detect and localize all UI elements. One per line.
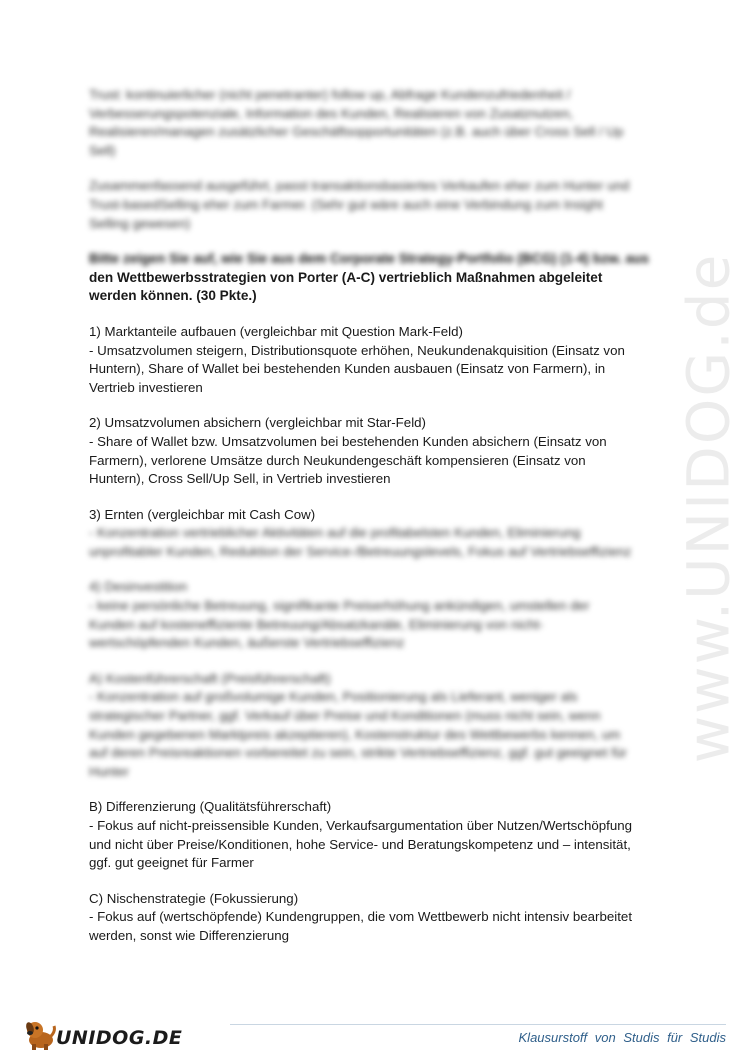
text-line: - Konzentration vertrieblicher Aktivitäten auf die profitabelsten Kunden, Eliminierung	[89, 525, 581, 541]
document-body	[89, 86, 664, 963]
text-line: Selling gewesen)	[89, 215, 191, 231]
text-line: strategischer Partner, ggf. Verkauf über Preise und Konditionen (muss nicht sein, wenn	[89, 708, 601, 724]
question-line-3: werden können. (30 Pkte.)	[89, 288, 257, 304]
text-line: 4) Desinvestition	[89, 579, 188, 595]
question-line-1: Bitte zeigen Sie auf, wie Sie aus dem Corporate Strategy-Portfolio (BCG) (1-4) bzw. aus	[89, 251, 649, 267]
text-line: Realisieren/managen zusätzlicher Geschäftsopportunitäten (z.B. auch über Cross Sell / Up	[89, 124, 624, 140]
text-line: Farmern), verlorene Umsätze durch Neukundengeschäft kompensieren (Einsatz von	[89, 452, 586, 468]
text-line: - keine persönliche Betreuung, signifikante Preiserhöhung ankündigen, umstellen der	[89, 598, 590, 614]
watermark-text: www.UNIDOG.de	[674, 252, 742, 764]
section-3	[89, 506, 664, 562]
text-line: Trust-basedSelling eher zum Farmer. (Sehr gut wäre auch eine Verbindung zum Insight	[89, 196, 603, 212]
text-line: - Umsatzvolumen steigern, Distributionsquote erhöhen, Neukundenakquisition (Einsatz von	[89, 342, 625, 358]
section-2	[89, 414, 664, 488]
dog-icon	[22, 1016, 58, 1052]
text-line: ggf. gut geeignet für Farmer	[89, 855, 254, 871]
text-line: - Fokus auf (wertschöpfende) Kundengruppen, die vom Wettbewerb nicht intensiv bearbeitet	[89, 909, 633, 925]
text-line: Huntern), Cross Sell/Up Sell, in Vertrieb investieren	[89, 471, 391, 487]
text-line: Vertrieb investieren	[89, 379, 203, 395]
section-c	[89, 890, 664, 946]
section-heading: 1) Marktanteile aufbauen (vergleichbar mit Question Mark-Feld)	[89, 323, 463, 339]
section-4	[89, 578, 664, 652]
text-line: Kunden gegebenen Marktpreis akzeptieren), Kostenstruktur des Wettbewerbs kennen, um	[89, 726, 621, 742]
section-b	[89, 798, 664, 872]
text-line: - Share of Wallet bzw. Umsatzvolumen bei bestehenden Kunden absichern (Einsatz von	[89, 433, 607, 449]
text-line: wertschöpfenden Kunden, äußerste Vertriebseffizienz	[89, 635, 405, 651]
question-line-2: den Wettbewerbsstrategien von Porter (A-C) vertrieblich Maßnahmen abgeleitet	[89, 269, 603, 285]
section-a	[89, 670, 664, 782]
text-line: A) Kostenführerschaft (Preisführerschaft)	[89, 670, 331, 686]
text-line: Verbesserungspotenziale, Information des Kunden, Realisieren von Zusatznutzen,	[89, 105, 574, 121]
text-line: Zusammenfassend ausgeführt, passt transaktionsbasiertes Verkaufen eher zum Hunter und	[89, 178, 630, 194]
text-line: - Fokus auf nicht-preissensible Kunden, Verkaufsargumentation über Nutzen/Wertschöpfung	[89, 818, 633, 833]
blurred-paragraph-trust	[89, 86, 664, 160]
text-line: auf deren Preisreaktionen vorbereitet zu sein, strikte Vertriebseffizienz, ggf. gut geeignet für	[89, 745, 627, 761]
unidog-logo[interactable]	[22, 1012, 182, 1052]
footer-tagline: Klausurstoff von Studis für Studis	[518, 1030, 726, 1045]
section-heading: 2) Umsatzvolumen absichern (vergleichbar mit Star-Feld)	[89, 415, 426, 431]
section-heading: 3) Ernten (vergleichbar mit Cash Cow)	[89, 506, 316, 522]
text-line: und nicht über Preise/Konditionen, hohe Service- und Beratungskompetenz und – intensität,	[89, 836, 631, 852]
text-line: - Konzentration auf großvolumige Kunden, Positionierung als Lieferant, weniger als	[89, 689, 578, 705]
blurred-paragraph-summary	[89, 177, 664, 233]
text-line: unprofitabler Kunden, Reduktion der Service-/Betreuungslevels, Fokus auf Vertriebseffizienz	[89, 543, 632, 559]
section-heading: B) Differenzierung (Qualitätsführerschaft)	[89, 799, 332, 815]
text-line: Kunden auf kosteneffiziente Betreuung/Absatzkanäle, Eliminierung von nicht-	[89, 616, 544, 632]
text-line: Sell)	[89, 142, 116, 158]
section-1	[89, 323, 664, 397]
text-line: Trust: kontinuierlicher (nicht penetranter) follow up, Abfrage Kundenzufriedenheit /	[89, 87, 571, 102]
logo-text: UNIDOG.DE	[56, 1027, 183, 1049]
question-heading	[89, 250, 664, 306]
text-line: werden, sonst wie Differenzierung	[89, 927, 290, 943]
text-line: Hunter	[89, 763, 129, 779]
footer-divider	[230, 1024, 726, 1025]
section-heading: C) Nischenstrategie (Fokussierung)	[89, 890, 299, 906]
text-line: Huntern), Share of Wallet bei bestehenden Kunden ausbauen (Einsatz von Farmern), in	[89, 361, 606, 377]
